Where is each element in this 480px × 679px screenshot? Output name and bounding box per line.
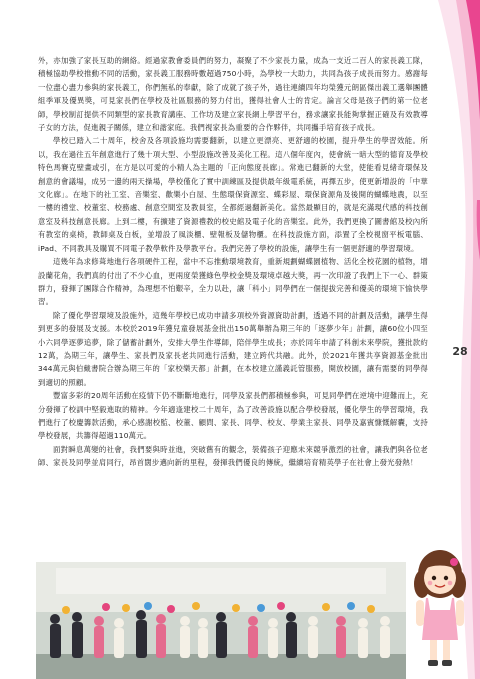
paragraph-5: 豐富多彩的20周年活動在疫情下仍不斷斷地進行，同學及家長們都積極參與，可見同學們在逆境中迎難而上，充分發揮了校訓中堅毅進取的精神。今年適逢建校二十周年，為了改善設施以配合學校發展，優化學生的學習環境，我們進行了校慶籌款活動，承心感謝校監、校董、顧問、家長、同學、校友、學業主家長、同學及嘉賓慷慨解囊，支持學校發展，共籌得超過110萬元。 (38, 391, 428, 441)
paragraph-6: 面對瞬息萬變的社會，我們要與時並進，突破舊有的觀念，裝備孩子迎應未來競爭激烈的社會，讓我們與各位老師、家長及同學並肩同行，昂首闊步邁向新的里程，發揮我們優良的傳統，繼續培育精英學子在社會上發光發熱！ (38, 444, 428, 468)
paragraph-3: 這幾年為求修葺地進行各項硬件工程，當中不忘推動環境教育，重新規劃蝴蝶園植物、活化全校花園的植物，增設蘭花角，我們真的付出了不少心血，更兩度榮獲綠色學校金獎及環境卓越大獎，再一次印證了我們上下一心、群策群力，發揮了團隊合作精神，為理想不怕艱辛，全力以赴，讓「科小」同學們在一個提拔完善和優美的環境下愉快學習。 (38, 257, 428, 307)
letter-body (38, 54, 428, 470)
girl-mascot (408, 540, 472, 674)
paragraph-4: 除了優化學習環境及設施外，這幾年學校已成功申請多項校外資源資助計劃，透過不同的計劃及活動，讓學生得到更多的發展及支援。本校於2019年獲兒童發展基金批出150萬舉辦為期三年的「逐夢少年」計劃，讓60位小四至小六同學逐夢追夢，除了儲蓄計劃外，安排大學生作導師，陪伴學生成長；亦於同年申請了科創未來學院，獲批款約12萬，為期三年，讓學生、家長們及家長老共同進行活動，建立跨代共融。此外，於2021年獲共享資源基金批出344萬元與伯戴書院合辦為期三年的「家校樂天都」計劃，在本校建立謹義託管服務，開放校園，讓有需要的同學得到適切的照顧。 (38, 310, 428, 387)
page-number: 28 (452, 345, 468, 358)
event-group-photo (36, 562, 406, 679)
paragraph-1: 外，亦加強了家長互助的網絡。經過家教會委員們的努力，凝聚了不少家長力量，成為一支近二百人的家長義工隊，積極協助學校推動不同的活動，家長義工服務時數超過750小時，為學校一大助力，共同為孩子成長而努力。感謝每一位盡心盡力參與的家長義工，你們無私的奉獻，除了成就了孩子外，過往連續四年均榮獲元朗區傑出義工選舉團體組季軍及優異獎，可見家長們在學校及社區服務的努力付出，獲得社會人士的肯定。論言父母是孩子們的第一位老師，學校制訂提供不同類型的家長教育講座、工作坊及建立家長網上學習平台，務求讓家長能夠掌握正確及有效教導子女的方法，促進親子關係，建立和諧家庭。我們視家長為重要的合作夥伴，共同攜手培育孩子成長。 (38, 56, 428, 133)
paragraph-2: 學校已踏入二十周年，校舍及各項設施均需要翻新，以建立更漂亮、更舒適的校園，提升學生的學習效能。所以，我在過往五年創意進行了幾十項大型、小型設施改善及美化工程。這八個年度內，使會統一暗大型的德育及學校特色馬賽克壁畫或引，在方是以可愛的小精人為主題的「正向態度長廊」。常進已翻新的大堂，使能看見緒奇環保及創意的會議場，成另一邊的兩天操場，學校僅化了實中訓練區及提供最年級電系統，再擇五步，使更新增設的「中華文化廊」。在地下的社工室、音樂室、歡樂小白屋、生態環保資源室、蝶彩屋、環保資源角及後開的蝴蝶地農，以至一樓的禮堂、校董室、校務處、創意空間室及教員室，全都經過翻新美化。當然最顯目的，就是充滿現代感的科技創意室及科技創意長廊。上到二樓，有擴建了資源禮教的校史館及電子化的音樂室。此外，我們更換了圖書館及校內所有教室的桌椅，教師桌及白板，並增設了風淡櫃、壁報板及儲物櫃。在科技設施方面，添置了全校視窗平板電腦、iPad、不同教具及購買不同電子教學軟件及學教平台。我們完善了學校的設施，讓學生有一個更舒適的學習環境。 (38, 136, 428, 253)
